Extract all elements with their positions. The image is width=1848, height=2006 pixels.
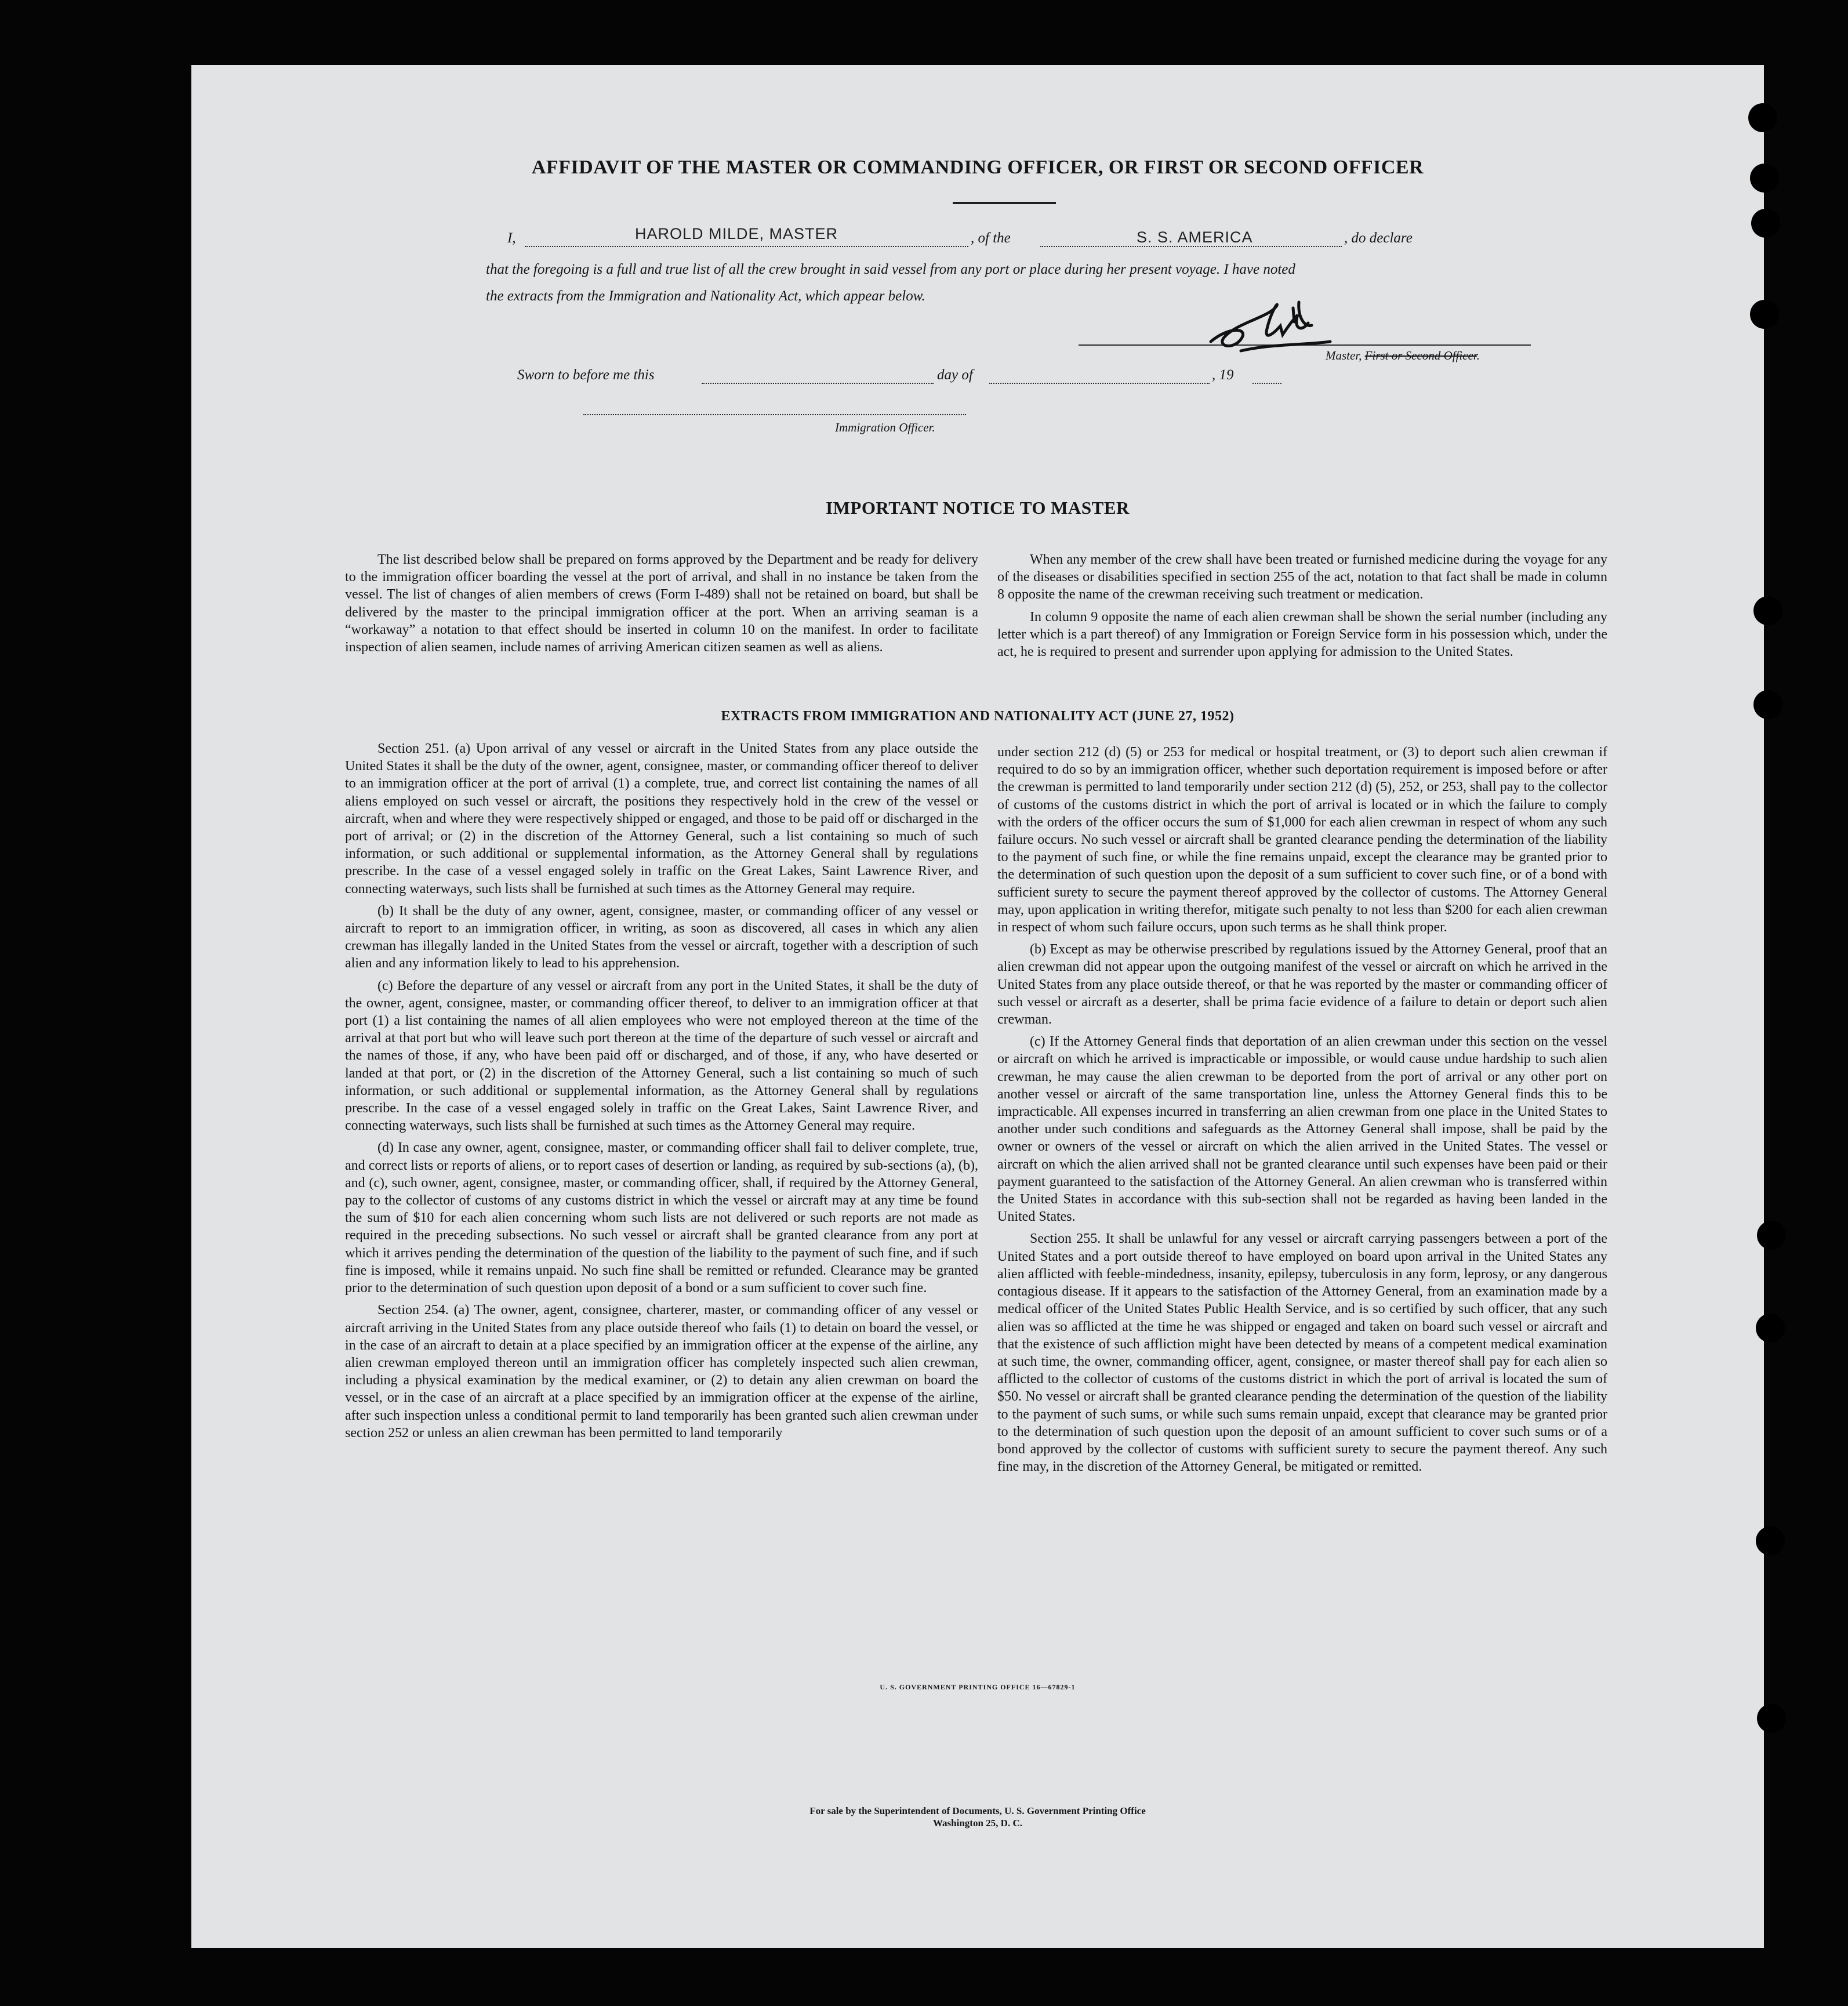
sale-line-2: Washington 25, D. C. bbox=[933, 1818, 1022, 1829]
sworn-day-line[interactable] bbox=[702, 383, 934, 384]
sworn-year-line[interactable] bbox=[1252, 383, 1281, 384]
punch-hole bbox=[1751, 209, 1780, 238]
do-declare-label: , do declare bbox=[1344, 230, 1413, 246]
punch-hole bbox=[1756, 1314, 1785, 1343]
punch-hole bbox=[1750, 164, 1779, 193]
extracts-title: EXTRACTS FROM IMMIGRATION AND NATIONALITY ACT (JUNE 27, 1952) bbox=[721, 709, 1235, 724]
punch-hole bbox=[1757, 1704, 1786, 1733]
extract-paragraph: (b) It shall be the duty of any owner, agent, consignee, master, or commanding officer of any vessel or aircraft to report to an immigration officer, in writing, as soon as discovered, all cases in which any alien crewman has illegally landed in the United States from the vessel or aircraft, together with a description of such alien and any information likely to lead to his apprehension. bbox=[345, 903, 978, 971]
vessel-name-field[interactable]: S. S. AMERICA bbox=[1137, 228, 1253, 246]
punch-hole bbox=[1753, 596, 1782, 625]
title-rule bbox=[953, 202, 1056, 204]
extracts-right-column bbox=[997, 743, 1607, 1475]
extract-paragraph: under section 212 (d) (5) or 253 for medical or hospital treatment, or (3) to deport such alien crewman if required to do so by an immigration officer, whether such deportation requirement is imposed before or after the crewman is permitted to land temporarily under section 212 (d) (5), 252, or 253, shall pay to the collector of customs of the customs district in which the port of arrival is located or in which the failure to comply with the orders of the officer occurs the sum of $1,000 for each alien crewman in respect of whom any such failure occurs. No such vessel or aircraft shall be granted clearance pending the determination of the liability to the payment of such fine, or while the fine remains unpaid, except the clearance may be granted prior to the determination of such question upon the deposit of a sum sufficient to cover such fine, or of a bond with sufficient surety to secure the payment thereof approved by the collector of customs. The Attorney General may, upon application in writing therefor, mitigate such penalty to not less than $200 for each alien crewman in respect of whom such failure occurs, upon such terms as he shall think proper. bbox=[997, 745, 1607, 935]
extracts-left-column bbox=[345, 740, 978, 1442]
notice-left-column bbox=[345, 551, 978, 656]
signature-image bbox=[1206, 294, 1334, 358]
day-of-label: day of bbox=[937, 367, 973, 383]
punch-hole bbox=[1750, 300, 1779, 329]
of-the-label: , of the bbox=[971, 230, 1011, 246]
sworn-month-line[interactable] bbox=[989, 383, 1210, 384]
sale-line-1: For sale by the Superintendent of Documents, U. S. Government Printing Office bbox=[809, 1805, 1146, 1816]
punch-hole bbox=[1757, 1221, 1786, 1250]
punch-hole bbox=[1753, 690, 1782, 719]
extract-paragraph: Section 255. It shall be unlawful for any vessel or aircraft carrying passengers between a port of the United States and a port outside thereof to have employed on board upon arrival in the United States any alien afflicted with feeble-mindedness, insanity, epilepsy, tuberculosis in any form, leprosy, or any dangerous contagious disease. If it appears to the satisfaction of the Attorney General, from an examination made by a medical officer of the United States Public Health Service, and is so certified by such officer, that any such alien was so afflicted at the time he was shipped or engaged and taken on board such vessel or aircraft and that the existence of such affliction might have been detected by means of a competent medical examination at such time, the owner, commanding officer, agent, consignee, or master thereof shall pay for each alien so afflicted to the collector of customs of the customs district in which the port of arrival is located the sum of $50. No vessel or aircraft shall be granted clearance pending the determination of the question of the liability to the payment of such sums, or while such sums remain unpaid, except that clearance may be granted prior to the determination of such question upon the deposit of an amount sufficient to cover such sums or of a bond approved by the collector of customs with sufficient surety to secure the payment thereof. Any such fine may, in the discretion of the Attorney General, be mitigated or remitted. bbox=[997, 1231, 1607, 1475]
extract-paragraph: Section 251. (a) Upon arrival of any vessel or aircraft in the United States from any place outside the United States it shall be the duty of the owner, agent, consignee, master, or commanding officer thereof to deliver to an immigration officer at the port of arrival (1) a complete, true, and correct list containing the names of all aliens employed on such vessel or aircraft, the positions they respectively hold in the crew of the vessel or aircraft, when and where they were respectively shipped or engaged, and those to be paid off or discharged in the port of arrival; or (2) in the discretion of the Attorney General, such a list containing so much of such information, or such additional or supplemental information, as the Attorney General shall by regulations prescribe. In the case of a vessel engaged solely in traffic on the Great Lakes, Saint Lawrence River, and connecting waterways, such lists shall be furnished at such times as the Attorney General may require. bbox=[345, 741, 978, 897]
notice-right-column bbox=[997, 551, 1607, 661]
notice-right-paragraph-1: When any member of the crew shall have been treated or furnished medicine during the voyage for any of the diseases or disabilities specified in section 255 of the act, notation to that fact shall be made in column 8 opposite the name of the crewman receiving such treatment or medication. bbox=[997, 552, 1607, 603]
year-label: , 19 bbox=[1212, 367, 1234, 383]
notice-title: IMPORTANT NOTICE TO MASTER bbox=[826, 498, 1130, 518]
form-page bbox=[191, 65, 1764, 1948]
master-name-field[interactable]: HAROLD MILDE, MASTER bbox=[635, 225, 838, 242]
notice-right-paragraph-2: In column 9 opposite the name of each alien crewman shall be shown the serial number (including any letter which is a part thereof) of any Immigration or Foreign Service form in his possession which, under the act, he is required to present and surrender upon applying for admission to the United States. bbox=[997, 609, 1607, 660]
declaration-line-2: the extracts from the Immigration and Nationality Act, which appear below. bbox=[486, 288, 925, 304]
sworn-label: Sworn to before me this bbox=[517, 367, 655, 383]
extract-paragraph: (d) In case any owner, agent, consignee, master, or commanding officer shall fail to deliver complete, true, and correct lists or reports of aliens, or to report cases of desertion or landing, as required by sub-sections (a), (b), and (c), such owner, agent, consignee, master, or commanding officer, shall, if required by the Attorney General, pay to the collector of customs of any customs district in which the vessel or aircraft may at any time be found the sum of $10 for each alien concerning whom such lists are not delivered or such reports are not made as required in the preceding subsections. No such vessel or aircraft shall be granted clearance from any port at which it arrives pending the determination of the question of the liability to the payment of such fine, and if such fine is imposed, while it remains unpaid. No such fine shall be remitted or refunded. Clearance may be granted prior to the determination of such question upon deposit of a bond or a sum sufficient to cover such fine. bbox=[345, 1140, 978, 1296]
extract-paragraph: (b) Except as may be otherwise prescribed by regulations issued by the Attorney General, proof that an alien crewman did not appear upon the outgoing manifest of the vessel or aircraft on which he arrived in the United States from any place outside thereof, or that he was reported by the master or commanding officer of such vessel or aircraft as a deserter, shall be prima facie evidence of a failure to detain or deport such alien crewman. bbox=[997, 942, 1607, 1028]
declaration-line-1: that the foregoing is a full and true list of all the crew brought in said vessel from any port or place during her present voyage. I have noted bbox=[486, 262, 1295, 277]
affidavit-title: AFFIDAVIT OF THE MASTER OR COMMANDING OFFICER, OR FIRST OR SECOND OFFICER bbox=[531, 157, 1424, 178]
signature-caption: Master, First or Second Officer. bbox=[1326, 349, 1480, 362]
i-label: I, bbox=[507, 230, 516, 246]
printing-office-note: U. S. GOVERNMENT PRINTING OFFICE 16—67829-1 bbox=[880, 1683, 1076, 1691]
extract-paragraph: (c) Before the departure of any vessel or aircraft from any port in the United States, it shall be the duty of the owner, agent, consignee, master, or commanding officer thereof, to deliver to an immigration officer at that port (1) a list containing the names of all alien employees who were not employed thereon at the time of the arrival at that port but who will leave such port thereon at the time of the departure of such vessel or aircraft and the names of those, if any, who have been paid off or discharged, and of those, if any, who have deserted or landed at that port, or (2) in the discretion of the Attorney General, such a list containing so much of such information, or such additional or supplemental information, as the Attorney General shall by regulations prescribe. In the case of a vessel engaged solely in traffic on the Great Lakes, Saint Lawrence River, and connecting waterways, such lists shall be furnished at such times as the Attorney General may require. bbox=[345, 978, 978, 1134]
punch-hole bbox=[1748, 103, 1777, 132]
name-line bbox=[525, 246, 968, 247]
extract-paragraph: Section 254. (a) The owner, agent, consignee, charterer, master, or commanding officer of any vessel or aircraft arriving in the United States from any place outside thereof who fails (1) to detain on board the vessel, or in the case of an aircraft to detain at a place specified by an immigration officer at the expense of the airline, any alien crewman employed thereon until an immigration officer has completely inspected such alien crewman, including a physical examination by the medical examiner, or (2) to detain any alien crewman on board the vessel, or in the case of an aircraft at a place specified by an immigration officer at the expense of the airline, after such inspection unless a conditional permit to land temporarily has been granted such alien crewman under section 252 or unless an alien crewman has been permitted to land temporarily bbox=[345, 1303, 978, 1441]
punch-hole bbox=[1756, 1526, 1785, 1555]
officer-label: Immigration Officer. bbox=[835, 420, 935, 434]
notice-left-paragraph: The list described below shall be prepared on forms approved by the Department and be ready for delivery to the immigration officer boarding the vessel at the port of arrival, and shall in no instance be taken from the vessel. The list of changes of alien members of crews (Form I-489) shall not be retained on board, but shall be delivered by the master to the principal immigration officer at the port. When an arriving seaman is a “workaway” a notation to that effect should be inserted in column 10 on the manifest. In order to facilitate inspection of alien seamen, include names of arriving American citizen seamen as well as aliens. bbox=[345, 552, 978, 655]
officer-line[interactable] bbox=[583, 414, 966, 415]
extract-paragraph: (c) If the Attorney General finds that deportation of an alien crewman under this section on the vessel or aircraft on which he arrived is impracticable or impossible, or would cause undue hardship to such alien crewman, he may cause the alien crewman to be deported from the port of arrival or any other port on another vessel or aircraft of the same transportation line, unless the Attorney General finds this to be impracticable. All expenses incurred in transferring an alien crewman from one place in the United States to another under such conditions and safeguards as the Attorney General shall impose, shall be paid by the owner or owners of the vessel or aircraft on which the alien arrived in the United States. The vessel or aircraft on which the alien arrived shall not be granted clearance until such expenses have been paid or their payment guaranteed to the satisfaction of the Attorney General. An alien crewman who is transferred within the United States in accordance with this sub-section shall not be regarded as having been landed in the United States. bbox=[997, 1034, 1607, 1225]
